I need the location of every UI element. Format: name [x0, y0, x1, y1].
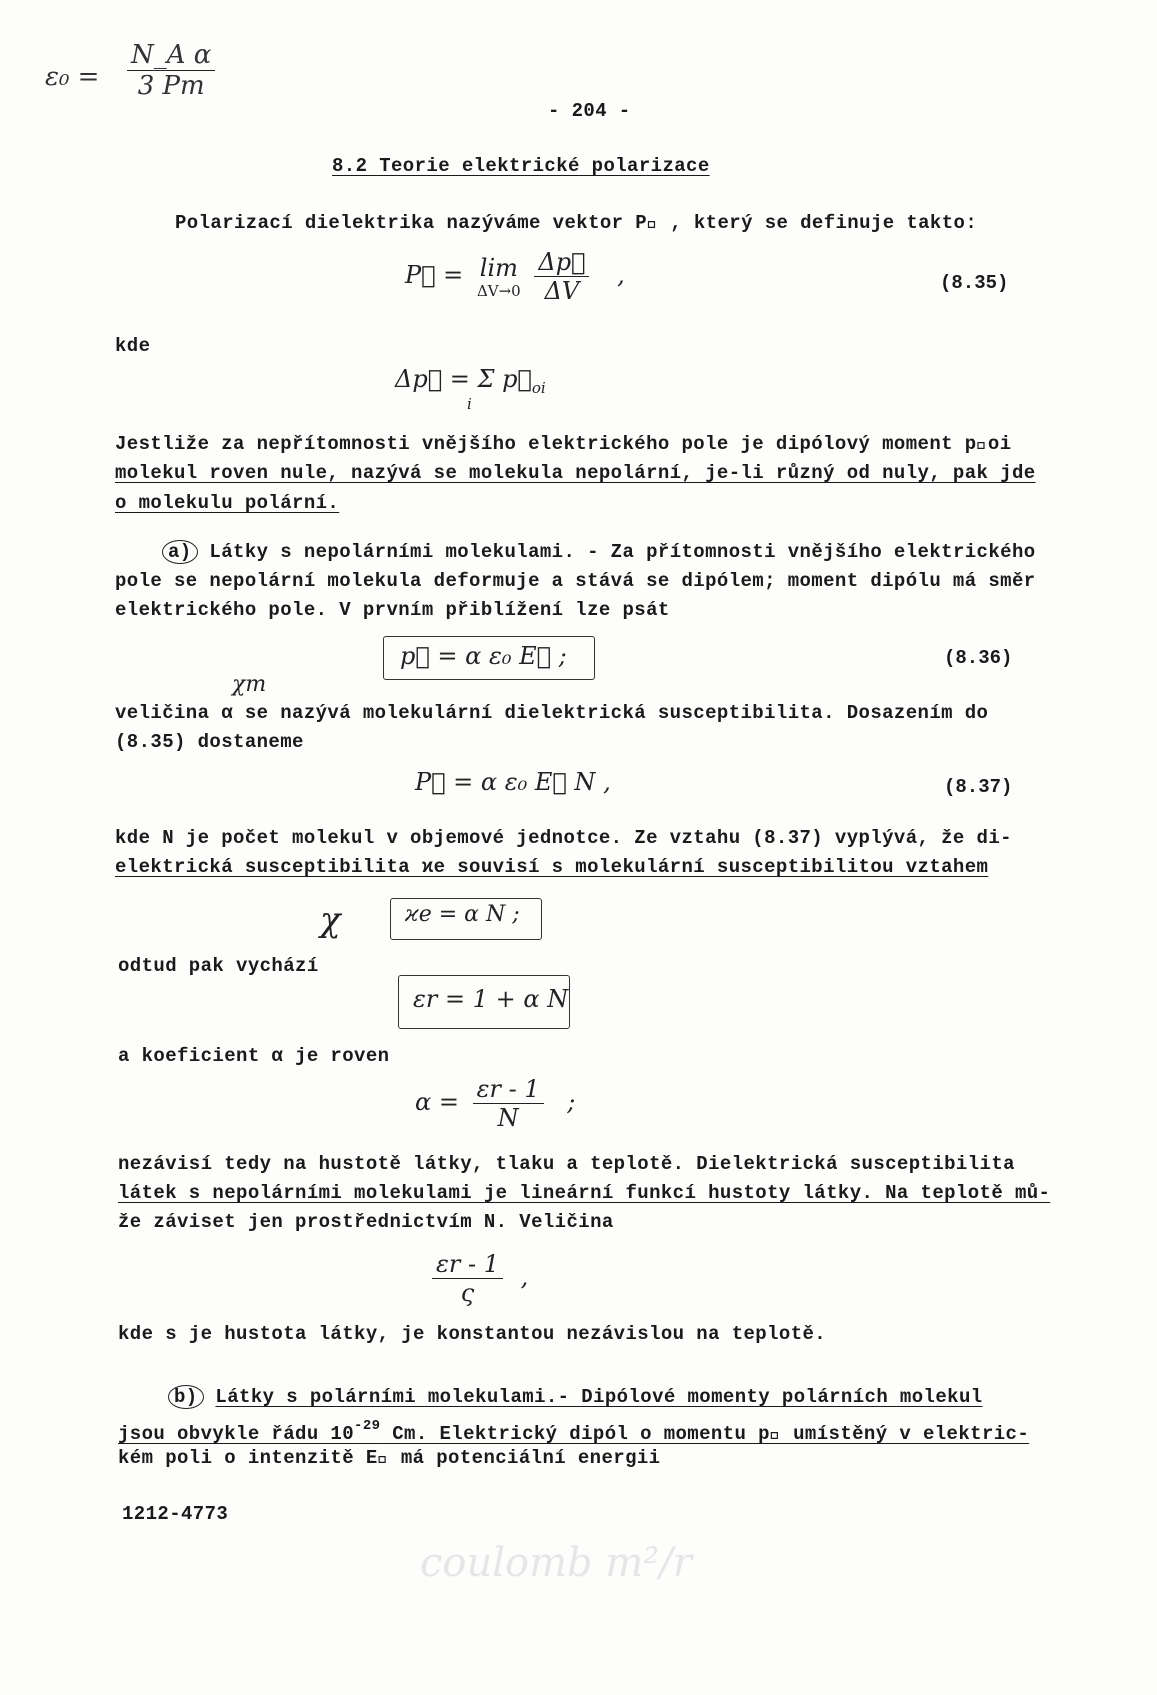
eq-dp-index: i — [467, 395, 472, 413]
para3-line2: elektrická susceptibilita ϰe souvisí s molekulární susceptibilitou vztahem — [115, 856, 989, 878]
section-b-line1 — [168, 1385, 983, 1409]
eq-ratio-num: εr - 1 — [432, 1250, 503, 1279]
section-a-label: a) — [162, 540, 198, 564]
para1-line3: o molekulu polární. — [115, 492, 340, 514]
equation-8-35 — [405, 248, 625, 305]
para1-line2: molekul roven nule, nazývá se molekula nepolární, je-li různý od nuly, pak jde — [115, 462, 1036, 484]
para4-line3: že záviset jen prostřednictvím N. Veličina — [118, 1211, 614, 1233]
chi-margin-note: χ — [320, 900, 341, 940]
equation-8-36: p⃗ = α ε₀ E⃗ ; — [400, 642, 567, 670]
section-a-line2: pole se nepolární molekula deformuje a stává se dipólem; moment dipólu má směr — [115, 570, 1036, 592]
section-b-line3: kém poli o intenzitě E⃗ má potenciální energii — [118, 1447, 661, 1469]
eq-8-35-lim-sub: ΔV→0 — [476, 281, 521, 300]
eq-ratio-den: ς — [460, 1279, 475, 1307]
section-heading: 8.2 Teorie elektrické polarizace — [332, 155, 710, 177]
para4-line1: nezávisí tedy na hustotě látky, tlaku a teplotě. Dielektrická susceptibilita — [118, 1153, 1015, 1175]
para3-line1: kde N je počet molekul v objemové jednotce. Ze vztahu (8.37) vyplývá, že di- — [115, 827, 1012, 849]
para2-line1: veličina α se nazývá molekulární dielektrická susceptibilita. Dosazením do — [115, 702, 989, 724]
eq-alpha-num: εr - 1 — [473, 1075, 544, 1104]
kde-label: kde — [115, 335, 151, 357]
margin-note — [45, 40, 245, 120]
eq-ratio-tail: , — [520, 1263, 529, 1291]
section-a-line1 — [162, 540, 1036, 564]
eq-dp-sub: oi — [531, 379, 546, 397]
eq-alpha-den: N — [497, 1104, 519, 1132]
eq-8-35-num: Δp⃗ — [534, 248, 589, 277]
para1-line1: Jestliže za nepřítomnosti vnějšího elektrického pole je dipólový moment p⃗oi — [115, 433, 1012, 455]
eq-8-35-lhs: P⃗ = — [405, 261, 464, 289]
odtud-line: odtud pak vychází — [118, 955, 319, 977]
intro-line: Polarizací dielektrika nazýváme vektor P⃗ , který se definuje takto: — [175, 212, 978, 234]
equation-chi: ϰe = α N ; — [405, 902, 520, 927]
eq-8-35-den: ΔV — [544, 277, 580, 305]
eq-number-8-35: (8.35) — [940, 272, 1009, 294]
eq-alpha-lhs: α = — [415, 1088, 459, 1116]
eq-8-35-lim: lim — [479, 253, 518, 282]
margin-note-num: N_A α — [127, 40, 215, 71]
chi-m-note: χm — [232, 672, 267, 697]
margin-note-fraction — [127, 40, 215, 101]
footer-code: 1212-4773 — [122, 1503, 229, 1525]
section-b-exponent: -29 — [354, 1418, 381, 1434]
eq-number-8-36: (8.36) — [944, 647, 1013, 669]
eq-dp-expr: Δp⃗ = Σ p⃗ — [395, 365, 532, 393]
eq-8-35-tail: , — [617, 261, 625, 289]
koef-line: a koeficient α je roven — [118, 1045, 390, 1067]
equation-8-37: P⃗ = α ε₀ E⃗ N , — [415, 768, 611, 796]
section-b-text2: jsou obvykle řádu 10 — [118, 1423, 355, 1445]
section-b-label: b) — [168, 1385, 204, 1409]
section-b-text2-tail: Cm. Elektrický dipól o momentu p⃗ umístěný v elektric- — [380, 1423, 1030, 1445]
para5-line: kde s je hustota látky, je konstantou nezávislou na teplotě. — [118, 1323, 827, 1345]
section-a-text1: Látky s nepolárními molekulami. - Za přítomnosti vnějšího elektrického — [209, 541, 1036, 563]
eq-number-8-37: (8.37) — [944, 776, 1013, 798]
section-a-line3: elektrického pole. V prvním přiblížení lze psát — [115, 599, 670, 621]
margin-note-lhs: ε₀ = — [45, 62, 100, 92]
page-number: - 204 - — [548, 100, 631, 122]
margin-note-den: 3 Pm — [137, 71, 205, 101]
section-b-line2 — [118, 1418, 1029, 1445]
eq-ratio-fraction — [432, 1250, 503, 1307]
equation-delta-p — [395, 365, 546, 413]
eq-alpha-fraction — [473, 1075, 544, 1132]
equation-ratio — [432, 1250, 528, 1307]
eq-alpha-tail: ; — [567, 1088, 576, 1116]
section-b-text1: Látky s polárními molekulami.- Dipólové momenty polárních molekul — [215, 1386, 983, 1408]
equation-eps: εr = 1 + α N — [413, 985, 569, 1013]
para2-line2: (8.35) dostaneme — [115, 731, 304, 753]
equation-alpha — [415, 1075, 575, 1132]
para4-line2: látek s nepolárními molekulami je lineární funkcí hustoty látky. Na teplotě mů- — [118, 1182, 1051, 1204]
faint-bleedthrough-text: coulomb m²/r — [420, 1540, 692, 1586]
